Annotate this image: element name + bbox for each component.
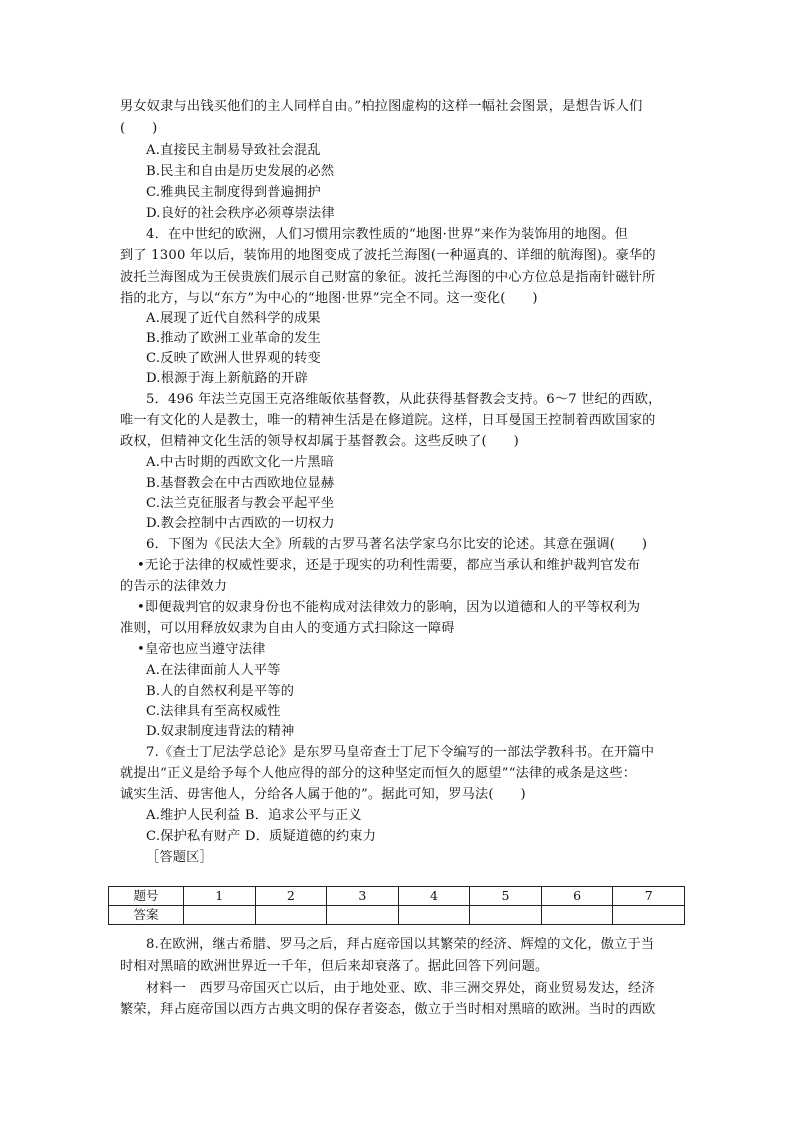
q5-stem-line-1: 5．496 年法兰克国王克洛维皈依基督教，从此获得基督教会支持。6～7 世纪的西欧， — [146, 392, 662, 407]
q4-stem-line-2: 到了 1300 年以后，装饰用的地图变成了波托兰海图(一种逼真的、详细的航海图)。豪华的 — [120, 248, 656, 263]
table-cell-answer[interactable] — [398, 906, 470, 925]
table-header-answer: 答案 — [109, 906, 184, 925]
table-cell-number: 2 — [255, 887, 327, 906]
q6-option-d: D.奴隶制度违背法的精神 — [146, 724, 295, 739]
q8-stem-line-2: 时相对黑暗的欧洲世界近一千年，但后来却衰落了。据此回答下列问题。 — [120, 959, 549, 974]
q4-stem-line-4: 指的北方，与以“东方”为中心的“地图·世界”完全不同。这一变化( ) — [120, 291, 538, 306]
q4-option-a: A.展现了近代自然科学的成果 — [146, 311, 321, 326]
q5-stem-line-3: 政权，但精神文化生活的领导权却属于基督教会。这些反映了( ) — [120, 434, 519, 449]
q6-quote-1-line-2: 的告示的法律效力 — [120, 579, 228, 594]
table-cell-number: 6 — [541, 887, 613, 906]
q7-stem-line-1: 7.《查士丁尼法学总论》是东罗马皇帝查士丁尼下令编写的一部法学教科书。在开篇中 — [146, 745, 655, 760]
q8-stem-line-1: 8.在欧洲，继古希腊、罗马之后，拜占庭帝国以其繁荣的经济、辉煌的文化，傲立于当 — [146, 937, 655, 952]
table-cell-answer[interactable] — [327, 906, 399, 925]
q4-option-d: D.根源于海上新航路的开辟 — [146, 371, 308, 386]
table-cell-number: 7 — [613, 887, 685, 906]
q4-stem-line-3: 波托兰海图成为王侯贵族们展示自己财富的象征。波托兰海图的中心方位总是指南针磁针所 — [120, 270, 656, 285]
q6-stem: 6．下图为《民法大全》所载的古罗马著名法学家乌尔比安的论述。其意在强调( ) — [146, 537, 648, 552]
q5-option-d: D.教会控制中古西欧的一切权力 — [146, 516, 335, 531]
table-cell-answer[interactable] — [470, 906, 542, 925]
q3-option-a: A.直接民主制易导致社会混乱 — [146, 143, 321, 158]
q3-stem-line-2: ( ) — [120, 121, 158, 136]
q6-quote-1-line-1: •无论于法律的权威性要求，还是于现实的功利性需要，都应当承认和维护裁判官发布 — [137, 558, 641, 573]
material-1-line-2: 繁荣，拜占庭帝国以西方古典文明的保存者姿态，傲立于当时相对黑暗的欧洲。当时的西欧 — [120, 1002, 656, 1017]
table-cell-answer[interactable] — [255, 906, 327, 925]
q6-option-b: B.人的自然权利是平等的 — [146, 684, 295, 699]
q3-option-c: C.雅典民主制度得到普遍拥护 — [146, 185, 321, 200]
q3-stem-line-1: 男女奴隶与出钱买他们的主人同样自由。”柏拉图虚构的这样一幅社会图景，是想告诉人们 — [120, 99, 643, 114]
q6-quote-3: •皇帝也应当遵守法律 — [137, 642, 266, 657]
answer-table — [108, 886, 685, 925]
q5-option-c: C.法兰克征服者与教会平起平坐 — [146, 496, 335, 511]
q6-option-a: A.在法律面前人人平等 — [146, 663, 281, 678]
q3-option-d: D.良好的社会秩序必须尊崇法律 — [146, 206, 335, 221]
q7-options-ab: A.维护人民利益 B．追求公平与正义 — [146, 808, 362, 823]
table-cell-answer[interactable] — [613, 906, 685, 925]
q6-quote-2-line-1: •即便裁判官的奴隶身份也不能构成对法律效力的影响，因为以道德和人的平等权利为 — [137, 600, 641, 615]
table-cell-answer[interactable] — [184, 906, 256, 925]
answer-table-row-numbers — [109, 887, 685, 906]
table-cell-number: 1 — [184, 887, 256, 906]
q4-stem-line-1: 4．在中世纪的欧洲，人们习惯用宗教性质的“地图·世界”来作为装饰用的地图。但 — [146, 227, 629, 242]
answer-table-row-answers — [109, 906, 685, 925]
q4-option-c: C.反映了欧洲人世界观的转变 — [146, 351, 321, 366]
q4-option-b: B.推动了欧洲工业革命的发生 — [146, 331, 321, 346]
table-cell-answer[interactable] — [541, 906, 613, 925]
material-1-line-1: 材料一 西罗马帝国灭亡以后，由于地处亚、欧、非三洲交界处，商业贸易发达，经济 — [146, 981, 655, 996]
answer-area-label: ［答题区］ — [146, 850, 213, 865]
q7-stem-line-2: 就提出“正义是给予每个人他应得的部分的这种坚定而恒久的愿望”“法律的戒条是这些： — [120, 766, 637, 781]
table-header-number: 题号 — [109, 887, 184, 906]
q5-stem-line-2: 唯一有文化的人是教士，唯一的精神生活是在修道院。这样，日耳曼国王控制着西欧国家的 — [120, 413, 656, 428]
q5-option-b: B.基督教会在中古西欧地位显赫 — [146, 476, 335, 491]
table-cell-number: 3 — [327, 887, 399, 906]
q5-option-a: A.中古时期的西欧文化一片黑暗 — [146, 455, 335, 470]
table-cell-number: 4 — [398, 887, 470, 906]
q3-option-b: B.民主和自由是历史发展的必然 — [146, 164, 335, 179]
table-cell-number: 5 — [470, 887, 542, 906]
q7-stem-line-3: 诚实生活、毋害他人，分给各人属于他的”。据此可知，罗马法( ) — [120, 787, 526, 802]
q6-option-c: C.法律具有至高权威性 — [146, 704, 281, 719]
q7-options-cd: C.保护私有财产 D．质疑道德的约束力 — [146, 829, 377, 844]
q6-quote-2-line-2: 准则，可以用释放奴隶为自由人的变通方式扫除这一障碍 — [120, 621, 455, 636]
